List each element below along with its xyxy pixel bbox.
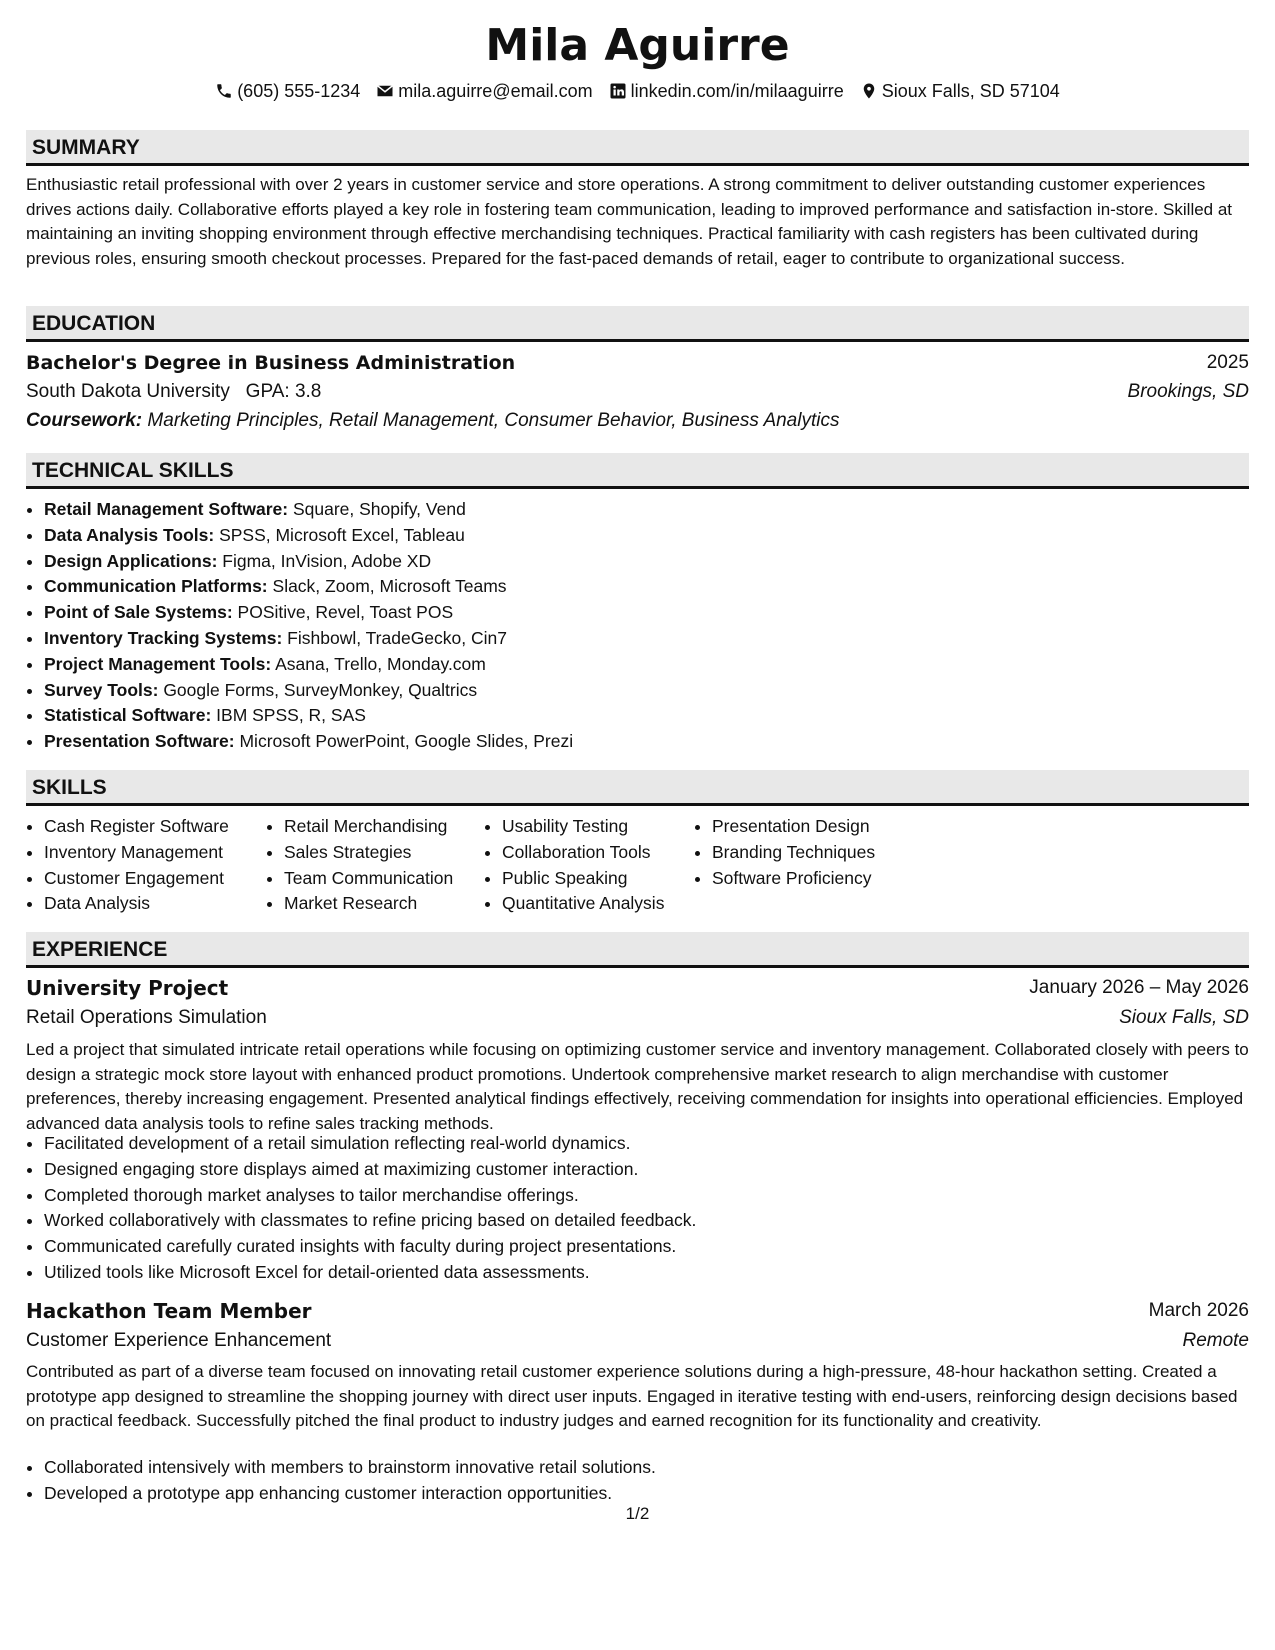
list-item: • Survey Tools: Google Forms, SurveyMonkey, Qualtrics bbox=[44, 678, 573, 704]
job-subtitle: Retail Operations Simulation bbox=[26, 1007, 267, 1028]
contact-phone[interactable] bbox=[215, 78, 360, 104]
contact-email[interactable] bbox=[376, 78, 592, 104]
job-title-row bbox=[26, 975, 1249, 1005]
list-item: • Inventory Management bbox=[44, 840, 256, 866]
job-location: Remote bbox=[1182, 1330, 1249, 1351]
section-title: EXPERIENCE bbox=[32, 938, 168, 961]
contact-linkedin-text: linkedin.com/in/milaaguirre bbox=[630, 81, 844, 101]
list-item: • Software Proficiency bbox=[712, 866, 912, 892]
list-item: • Retail Management Software: Square, Shopify, Vend bbox=[44, 497, 573, 523]
linkedin-icon bbox=[609, 82, 627, 100]
list-item: • Completed thorough market analyses to tailor merchandise offerings. bbox=[44, 1183, 696, 1209]
job-location: Sioux Falls, SD bbox=[1119, 1007, 1249, 1028]
list-item: • Communication Platforms: Slack, Zoom, Microsoft Teams bbox=[44, 574, 573, 600]
resume-name: Mila Aguirre bbox=[485, 20, 790, 71]
list-item: • Developed a prototype app enhancing customer interaction opportunities. bbox=[44, 1481, 656, 1507]
list-item: • Design Applications: Figma, InVision, Adobe XD bbox=[44, 549, 573, 575]
school-name: South Dakota University bbox=[26, 381, 230, 402]
section-title: EDUCATION bbox=[32, 312, 156, 335]
job-bullets bbox=[26, 1455, 656, 1507]
list-item: • Collaborated intensively with members to brainstorm innovative retail solutions. bbox=[44, 1455, 656, 1481]
list-item: • Quantitative Analysis bbox=[502, 891, 694, 917]
education-school-row bbox=[26, 379, 1249, 409]
list-item: • Worked collaboratively with classmates to refine pricing based on detailed feedback. bbox=[44, 1208, 696, 1234]
envelope-icon bbox=[376, 82, 394, 100]
list-item: • Collaboration Tools bbox=[502, 840, 694, 866]
skills-column-4 bbox=[694, 814, 912, 917]
list-item: • Presentation Design bbox=[712, 814, 912, 840]
coursework-list: Marketing Principles, Retail Management, Consumer Behavior, Business Analytics bbox=[147, 410, 840, 431]
skills-header bbox=[26, 770, 1249, 806]
contact-phone-text: (605) 555-1234 bbox=[237, 81, 361, 101]
list-item: • Utilized tools like Microsoft Excel for detail-oriented data assessments. bbox=[44, 1260, 696, 1286]
degree-title: Bachelor's Degree in Business Administration bbox=[26, 352, 516, 374]
coursework-row bbox=[26, 408, 1249, 438]
graduation-year: 2025 bbox=[1206, 352, 1249, 373]
list-item: • Data Analysis Tools: SPSS, Microsoft Excel, Tableau bbox=[44, 523, 573, 549]
experience-header bbox=[26, 932, 1249, 968]
skills-columns bbox=[26, 814, 912, 917]
resume-page bbox=[26, 0, 1249, 1650]
job-subtitle: Customer Experience Enhancement bbox=[26, 1330, 332, 1351]
skills-column-1 bbox=[26, 814, 256, 917]
education-degree-row bbox=[26, 350, 1249, 380]
phone-icon bbox=[215, 82, 233, 100]
list-item: • Branding Techniques bbox=[712, 840, 912, 866]
list-item: • Usability Testing bbox=[502, 814, 694, 840]
job-title: Hackathon Team Member bbox=[26, 1299, 312, 1323]
map-marker-icon bbox=[860, 82, 878, 100]
coursework bbox=[26, 408, 839, 434]
skills-column-2 bbox=[266, 814, 484, 917]
list-item: • Presentation Software: Microsoft PowerPoint, Google Slides, Prezi bbox=[44, 729, 573, 755]
section-title: SUMMARY bbox=[32, 136, 140, 159]
job-title: University Project bbox=[26, 976, 229, 1000]
list-item: • Facilitated development of a retail simulation reflecting real-world dynamics. bbox=[44, 1131, 696, 1157]
job-dates: January 2026 – May 2026 bbox=[1029, 977, 1249, 998]
list-item: • Cash Register Software bbox=[44, 814, 256, 840]
education-header bbox=[26, 306, 1249, 342]
contact-linkedin[interactable] bbox=[609, 78, 844, 104]
technical-skills-list bbox=[26, 497, 573, 755]
list-item: • Designed engaging store displays aimed at maximizing customer interaction. bbox=[44, 1157, 696, 1183]
list-item: • Communicated carefully curated insights with faculty during project presentations. bbox=[44, 1234, 696, 1260]
list-item: • Retail Merchandising bbox=[284, 814, 484, 840]
summary-text: Enthusiastic retail professional with over 2 years in customer service and store operations. A strong commitment to deliver outstanding customer experiences drives actions daily. Collaborative efforts played a key role in fostering team communication, leading to improved performance and satisfaction in-store. Skilled at maintaining an inviting shopping environment through effective merchandising techniques. Practical familiarity with cash registers has been cultivated during previous roles, ensuring smooth checkout processes. Prepared for the fast-paced demands of retail, eager to contribute to organizational success. bbox=[26, 175, 1233, 268]
list-item: • Project Management Tools: Asana, Trello, Monday.com bbox=[44, 652, 573, 678]
skills-column-3 bbox=[484, 814, 694, 917]
list-item: • Sales Strategies bbox=[284, 840, 484, 866]
list-item: • Data Analysis bbox=[44, 891, 256, 917]
job-description: Contributed as part of a diverse team focused on innovating retail customer experience solutions during a high-pressure, 48-hour hackathon setting. Created a prototype app designed to streamline the shopping journey with direct user inputs. Engaged in iterative testing with end-users, reinforcing design decisions based on practical feedback. Successfully pitched the final product to industry judges and earned recognition for its functionality and creativity. bbox=[26, 1362, 1238, 1430]
job-description: Led a project that simulated intricate retail operations while focusing on optimizing customer service and inventory management. Collaborated closely with peers to design a strategic mock store layout with enhanced product promotions. Undertook comprehensive market research to align merchandise with customer preferences, thereby increasing engagement. Presented analytical findings effectively, receiving commendation for insights into operational efficiencies. Employed advanced data analysis tools to refine sales tracking methods. bbox=[26, 1040, 1249, 1133]
list-item: • Customer Engagement bbox=[44, 866, 256, 892]
job-title-row bbox=[26, 1298, 1249, 1328]
list-item: • Statistical Software: IBM SPSS, R, SAS bbox=[44, 703, 573, 729]
school-info bbox=[26, 379, 321, 405]
job-dates: March 2026 bbox=[1148, 1300, 1249, 1321]
coursework-label: Coursework: bbox=[26, 410, 143, 431]
technical-skills-header bbox=[26, 453, 1249, 489]
summary-header bbox=[26, 130, 1249, 166]
contact-email-text: mila.aguirre@email.com bbox=[398, 81, 593, 101]
job-subtitle-row bbox=[26, 1328, 1249, 1358]
contact-location-text: Sioux Falls, SD 57104 bbox=[881, 81, 1060, 101]
job-bullets bbox=[26, 1131, 696, 1286]
list-item: • Point of Sale Systems: POSitive, Revel, Toast POS bbox=[44, 600, 573, 626]
page-number: 1/2 bbox=[625, 1504, 650, 1523]
contact-location bbox=[860, 78, 1060, 104]
list-item: • Inventory Tracking Systems: Fishbowl, TradeGecko, Cin7 bbox=[44, 626, 573, 652]
contact-bar bbox=[26, 78, 1249, 104]
school-location: Brookings, SD bbox=[1127, 381, 1249, 402]
list-item: • Team Communication bbox=[284, 866, 484, 892]
section-title: TECHNICAL SKILLS bbox=[32, 459, 234, 482]
section-title: SKILLS bbox=[32, 776, 107, 799]
list-item: • Public Speaking bbox=[502, 866, 694, 892]
gpa: GPA: 3.8 bbox=[245, 381, 322, 402]
job-subtitle-row bbox=[26, 1005, 1249, 1035]
list-item: • Market Research bbox=[284, 891, 484, 917]
